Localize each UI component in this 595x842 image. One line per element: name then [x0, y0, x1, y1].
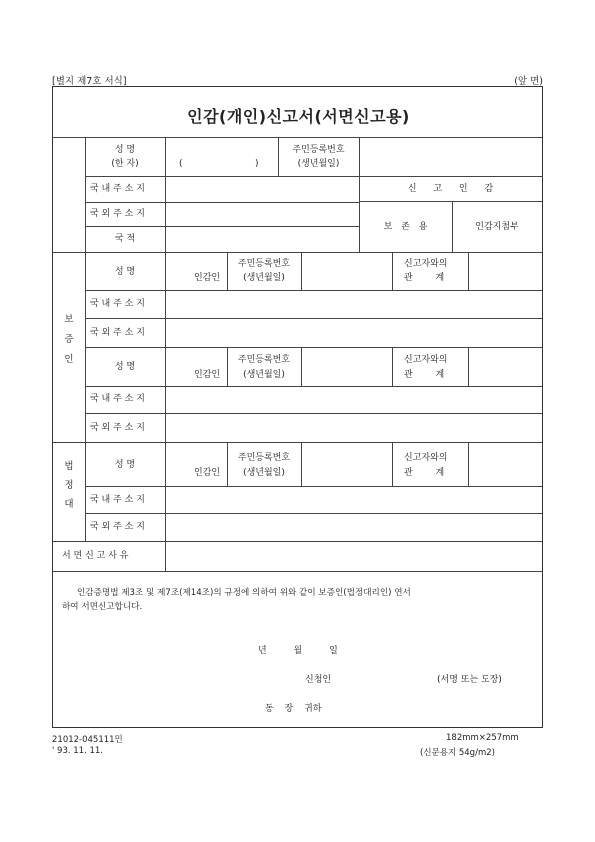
legal-rep-birth-label: (생년월일) — [243, 468, 285, 478]
domestic-address-label: 국 내 주 소 지 — [90, 184, 145, 194]
legal-rep-domestic-label: 국 내 주 소 지 — [90, 495, 145, 505]
guarantor1-relation-label2: 관 계 — [404, 273, 445, 283]
guarantor1-name-label: 성 명 — [114, 267, 136, 277]
hanja-paren-open: ( — [179, 159, 183, 169]
form-number: [별지 제7호 서식] — [52, 76, 127, 87]
overseas-address-label: 국 외 주 소 지 — [90, 209, 145, 219]
guarantor1-seal-label: 인감인 — [194, 273, 221, 283]
statement-line2: 하여 서면신고합니다. — [62, 602, 143, 612]
legal-rep-seal-label: 인감인 — [194, 468, 221, 478]
name-label: 성 명 — [114, 145, 136, 155]
guarantor1-domestic-label: 국 내 주 소 지 — [90, 299, 145, 309]
attach-seal-label: 인감지첨부 — [475, 222, 519, 232]
guarantor1-rrn-label: 주민등록번호 — [237, 259, 291, 269]
guarantor-section-label: 보 증 인 — [64, 314, 74, 365]
guarantor2-name-label: 성 명 — [114, 362, 136, 372]
guarantor1-birth-label: (생년월일) — [243, 273, 285, 283]
guarantor1-relation-label: 신고자와의 — [404, 259, 448, 269]
page-title: 인감(개인)신고서(서면신고용) — [187, 107, 410, 126]
hanja-paren-close: ) — [255, 159, 259, 169]
date-line: 년 월 일 — [258, 646, 338, 656]
guarantor2-relation-label2: 관 계 — [404, 370, 445, 380]
statement-line1: 인감증명법 제3조 및 제7조(제14조)의 규정에 의하여 위와 같이 보증인(법정대리인) 연서 — [77, 588, 411, 598]
seal-header: 신 고 인 감 — [407, 184, 494, 194]
legal-rep-relation-label: 신고자와의 — [404, 453, 448, 463]
guarantor1-overseas-label: 국 외 주 소 지 — [90, 328, 145, 338]
paper-type: (신문용지 54g/m2) — [420, 748, 495, 758]
guarantor2-overseas-label: 국 외 주 소 지 — [90, 423, 145, 433]
hanja-label: (한 자) — [111, 159, 139, 169]
legal-rep-name-label: 성 명 — [114, 460, 136, 470]
page-side: (앞 면) — [514, 76, 543, 87]
rrn-label: 주민등록번호 — [292, 145, 345, 155]
keep-label: 보 존 용 — [383, 222, 428, 232]
seal-registration-form — [52, 86, 543, 728]
legal-rep-rrn-label: 주민등록번호 — [237, 453, 291, 463]
guarantor2-relation-label: 신고자와의 — [404, 355, 448, 365]
addressee: 동 장 귀하 — [265, 704, 322, 714]
form-date: ' 93. 11. 11. — [52, 746, 103, 756]
applicant-sign-label: 신청인 — [305, 675, 332, 685]
guarantor2-seal-label: 인감인 — [194, 370, 221, 380]
nationality-label: 국 적 — [114, 234, 136, 244]
guarantor2-rrn-label: 주민등록번호 — [237, 355, 291, 365]
legal-rep-relation-label2: 관 계 — [404, 468, 445, 478]
guarantor2-domestic-label: 국 내 주 소 지 — [90, 394, 145, 404]
form-code: 21012-045111민 — [52, 735, 123, 745]
guarantor2-birth-label: (생년월일) — [243, 370, 285, 380]
birth-label: (생년월일) — [297, 159, 340, 169]
reason-label: 서 면 신 고 사 유 — [62, 551, 129, 561]
legal-rep-overseas-label: 국 외 주 소 지 — [90, 522, 145, 532]
sign-hint: (서명 또는 도장) — [437, 675, 502, 685]
paper-size: 182mm×257mm — [446, 733, 519, 743]
legal-rep-section-label: 법 정 대 — [64, 461, 74, 510]
